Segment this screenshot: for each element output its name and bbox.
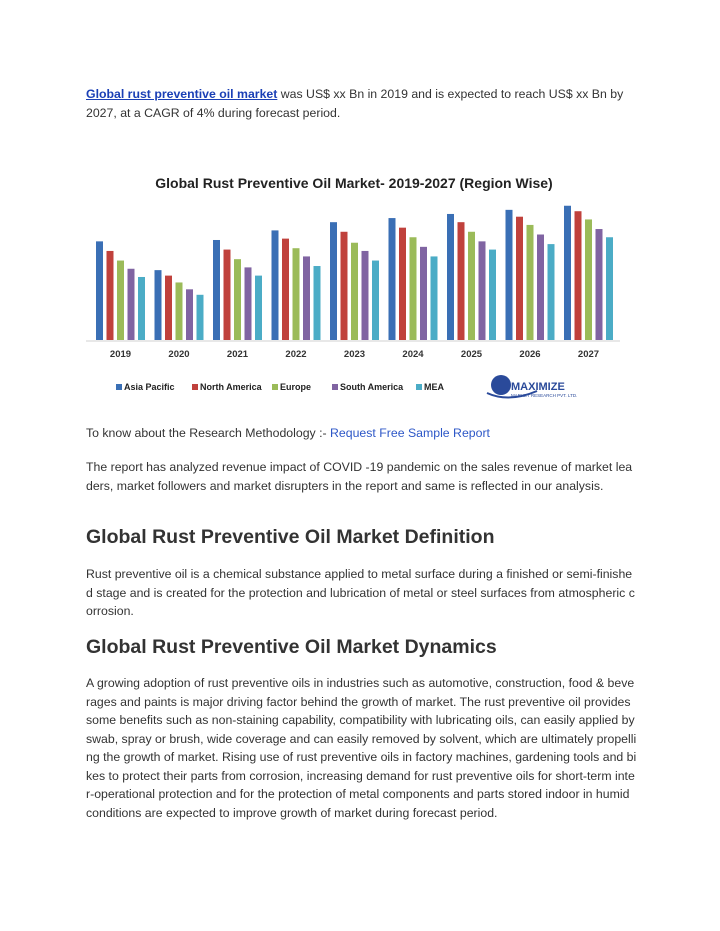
legend-swatch-south-america (332, 384, 338, 390)
x-tick-label: 2025 (460, 349, 483, 360)
bar-2025-south-america (479, 241, 486, 340)
bar-2019-mea (138, 277, 145, 340)
bar-2027-south-america (596, 229, 603, 340)
globe-icon (491, 375, 511, 395)
bar-2019-europe (117, 261, 124, 340)
definition-heading: Global Rust Preventive Oil Market Definition (86, 526, 495, 548)
bar-2024-north-america (399, 228, 406, 340)
bar-2021-north-america (224, 250, 231, 340)
logo-main-text: MAXIMIZE (511, 381, 565, 393)
region-bar-chart (64, 168, 624, 408)
bar-2022-south-america (303, 256, 310, 340)
legend-label-europe: Europe (280, 382, 312, 392)
bar-2026-mea (548, 244, 555, 340)
bar-2020-asia-pacific (155, 270, 162, 340)
bar-2021-south-america (245, 267, 252, 340)
bar-2020-europe (176, 282, 183, 340)
bar-2020-mea (197, 295, 204, 340)
bar-2023-north-america (341, 232, 348, 340)
chart-title: Global Rust Preventive Oil Market- 2019-2027 (Region Wise) (155, 175, 553, 191)
dynamics-heading: Global Rust Preventive Oil Market Dynamics (86, 636, 497, 658)
x-tick-label: 2027 (577, 349, 600, 360)
legend-swatch-europe (272, 384, 278, 390)
dynamics-paragraph: A growing adoption of rust preventive oils in industries such as automotive, construction, food & beverages and paints is major driving factor behind the growth of market. The rust preventive oil provides some benefits such as non-staining capability, compatibility with lubricating oils, can easily applied by swab, spray or brush, wide coverage and can easily removed by solvent, which are ultimately propelling the growth of market. Rising use of rust preventive oils in factory machines, gardening tools and bikes to protect their parts from corrosion, increasing demand for rust preventive oils for short-term inter-operational protection and for the protection of metal components and parts stored indoor in humid conditions are expected to improve growth of market during forecast period. (86, 676, 637, 820)
bar-2022-mea (314, 266, 321, 340)
legend-swatch-north-america (192, 384, 198, 390)
bar-2019-asia-pacific (96, 241, 103, 340)
market-link[interactable]: Global rust preventive oil market (86, 87, 278, 101)
bar-2025-mea (489, 250, 496, 340)
legend-label-north-america: North America (200, 382, 262, 392)
x-tick-label: 2021 (226, 349, 249, 360)
bar-2023-asia-pacific (330, 222, 337, 340)
maximize-logo (487, 375, 577, 398)
bar-2026-asia-pacific (506, 210, 513, 340)
bar-2026-south-america (537, 235, 544, 340)
methodology-prefix: To know about the Research Methodology :- (86, 426, 331, 440)
intro-text: was US$ xx Bn in 2019 and is expected to reach US$ xx Bn by 2027, at a CAGR of 4% during forecast period. (86, 87, 624, 120)
logo-sub-text: MARKET RESEARCH PVT. LTD. (511, 393, 578, 398)
bar-2025-europe (468, 232, 475, 340)
bar-2022-north-america (282, 239, 289, 340)
bar-2026-north-america (516, 217, 523, 340)
definition-paragraph: Rust preventive oil is a chemical substance applied to metal surface during a finished or semi-finished stage and is created for the protection and lubrication of metal or steel surfaces from atmospheric corrosion. (86, 567, 635, 618)
x-tick-label: 2019 (109, 349, 132, 360)
bar-2021-europe (234, 259, 241, 340)
bar-2025-north-america (458, 222, 465, 340)
bar-2019-north-america (107, 251, 114, 340)
bar-2024-south-america (420, 247, 427, 340)
legend-swatch-mea (416, 384, 422, 390)
legend-label-south-america: South America (340, 382, 404, 392)
bar-2023-south-america (362, 251, 369, 340)
bar-2019-south-america (128, 269, 135, 340)
legend-swatch-asia-pacific (116, 384, 122, 390)
bar-2022-asia-pacific (272, 230, 279, 340)
bar-2024-europe (410, 237, 417, 340)
bar-2023-mea (372, 261, 379, 340)
x-tick-label: 2022 (285, 349, 307, 360)
bar-2020-south-america (186, 289, 193, 340)
legend-label-asia-pacific: Asia Pacific (124, 382, 175, 392)
request-sample-link[interactable]: Request Free Sample Report (330, 426, 490, 440)
x-tick-label: 2023 (343, 349, 366, 360)
bar-2027-europe (585, 219, 592, 340)
covid-paragraph: The report has analyzed revenue impact of COVID -19 pandemic on the sales revenue of market leaders, market followers and market disrupters in the report and same is reflected in our analysis. (86, 460, 633, 493)
legend-label-mea: MEA (424, 382, 444, 392)
bar-2026-europe (527, 225, 534, 340)
bar-2027-mea (606, 237, 613, 340)
bar-2022-europe (293, 248, 300, 340)
bar-2024-mea (431, 256, 438, 340)
bar-2024-asia-pacific (389, 218, 396, 340)
bar-2027-north-america (575, 211, 582, 340)
bar-2021-asia-pacific (213, 240, 220, 340)
bar-2020-north-america (165, 276, 172, 340)
bar-2023-europe (351, 243, 358, 340)
x-tick-label: 2026 (519, 349, 541, 360)
methodology-line (86, 424, 638, 443)
bar-2021-mea (255, 276, 262, 340)
x-tick-label: 2024 (402, 349, 424, 360)
bar-2027-asia-pacific (564, 206, 571, 340)
x-tick-label: 2020 (168, 349, 190, 360)
bar-2025-asia-pacific (447, 214, 454, 340)
intro-paragraph (86, 85, 638, 122)
